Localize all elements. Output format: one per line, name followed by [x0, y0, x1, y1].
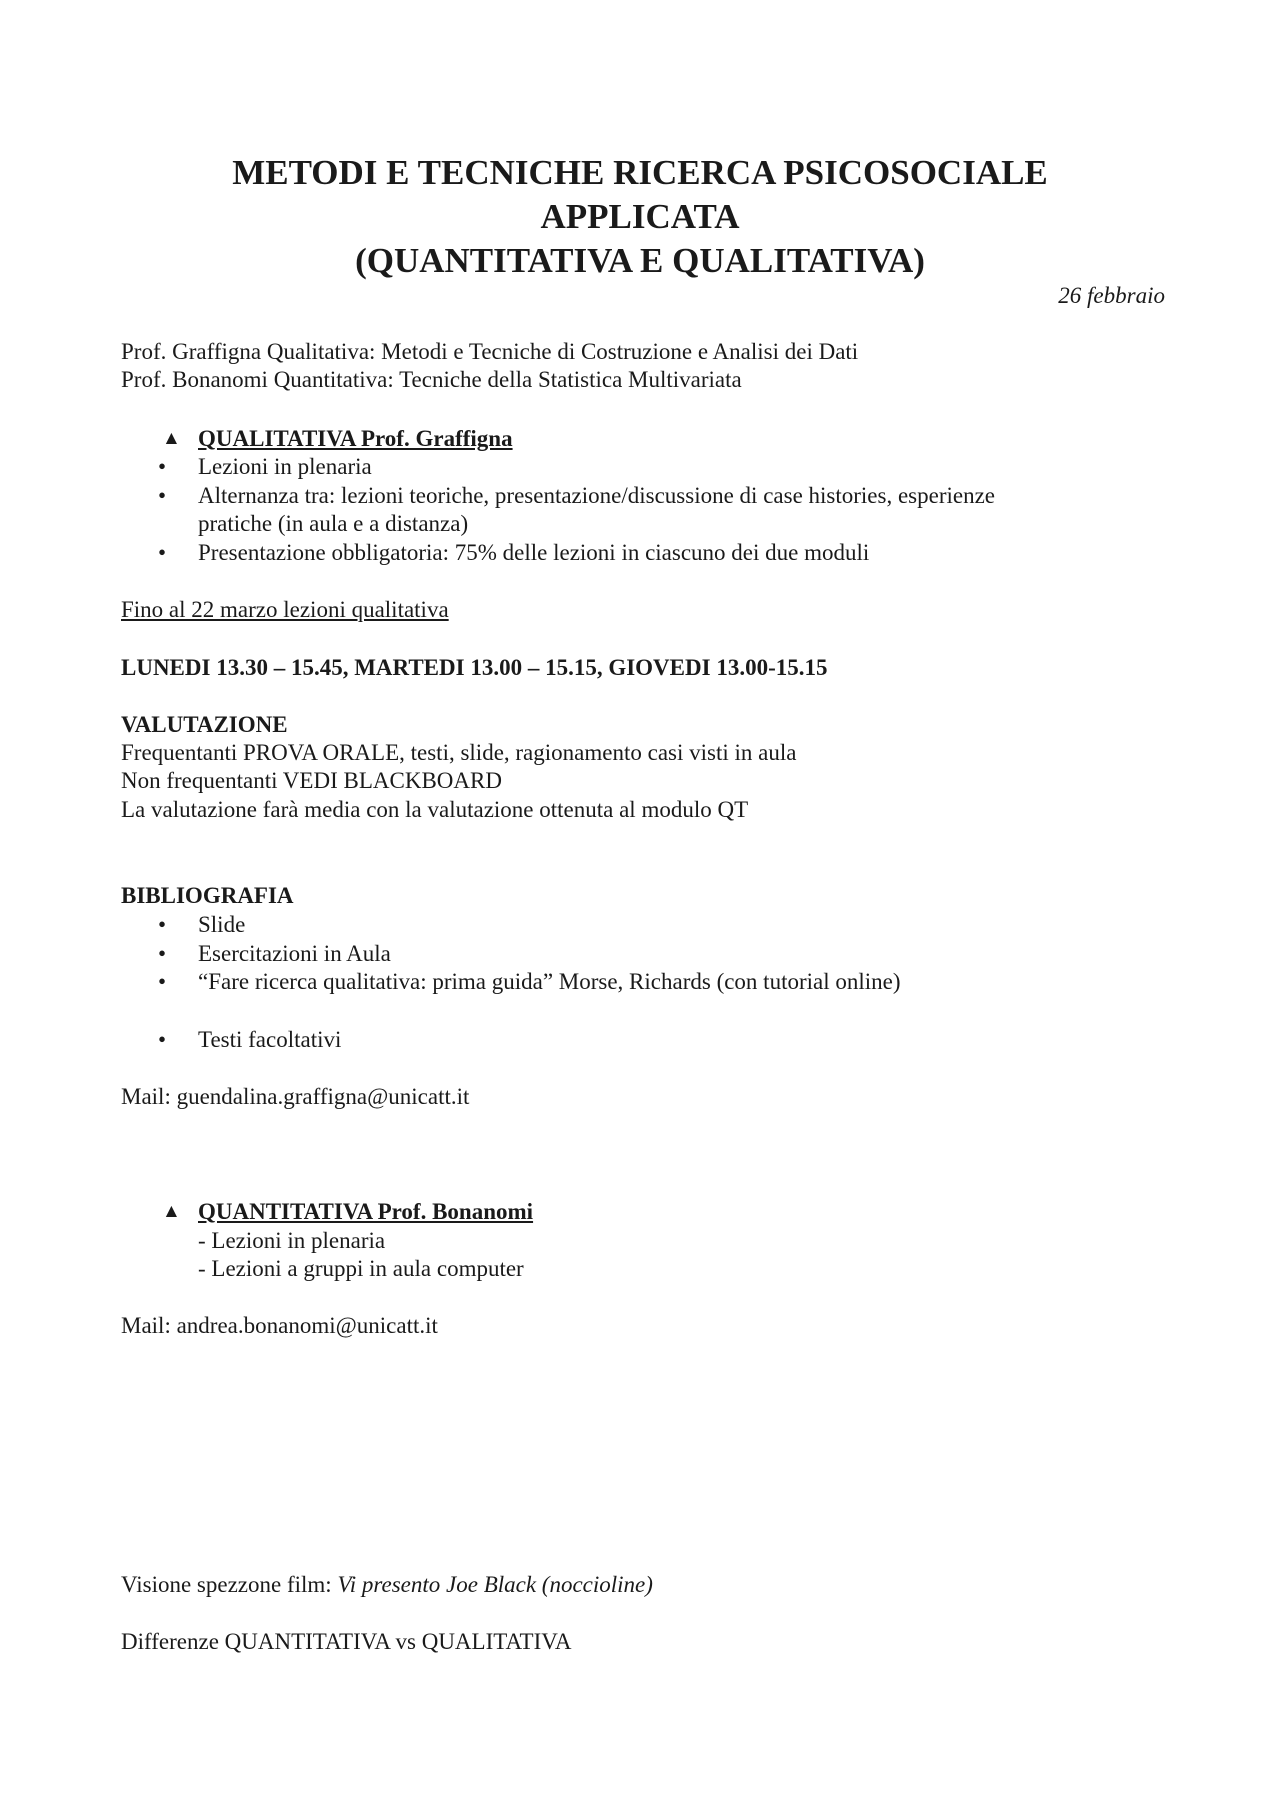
film-prefix: Visione spezzone film: — [121, 1572, 338, 1597]
triangle-bullet-icon: ▲ — [162, 1201, 181, 1222]
bibliografia-item-3: “Fare ricerca qualitativa: prima guida” Morse, Richards (con tutorial online) — [198, 969, 901, 994]
valutazione-heading: VALUTAZIONE — [121, 712, 288, 737]
bibliografia-item-4: Testi facoltativi — [198, 1027, 342, 1052]
differenze-line: Differenze QUANTITATIVA vs QUALITATIVA — [121, 1629, 572, 1654]
qualitativa-bullet-3: Presentazione obbligatoria: 75% delle lezioni in ciascuno dei due moduli — [198, 540, 870, 565]
quantitativa-item-1: - Lezioni in plenaria — [198, 1228, 386, 1253]
triangle-bullet-icon: ▲ — [162, 428, 181, 449]
quantitativa-mail[interactable]: Mail: andrea.bonanomi@unicatt.it — [121, 1313, 438, 1338]
document-date: 26 febbraio — [1058, 283, 1165, 308]
bullet-icon: • — [158, 969, 167, 994]
valutazione-line-1: Frequentanti PROVA ORALE, testi, slide, ragionamento casi visti in aula — [121, 740, 797, 765]
bullet-icon: • — [158, 941, 167, 966]
qualitativa-bullet-1: Lezioni in plenaria — [198, 454, 372, 479]
bullet-icon: • — [158, 454, 167, 479]
title-line-2: APPLICATA — [540, 197, 740, 236]
film-title: Vi presento Joe Black (noccioline) — [337, 1572, 653, 1597]
qualitativa-bullet-2-cont: pratiche (in aula e a distanza) — [198, 511, 469, 536]
valutazione-line-2: Non frequentanti VEDI BLACKBOARD — [121, 768, 502, 793]
bullet-icon: • — [158, 912, 167, 937]
bullet-icon: • — [158, 483, 167, 508]
professor-line-1: Prof. Graffigna Qualitativa: Metodi e Tecniche di Costruzione e Analisi dei Dati — [121, 339, 859, 364]
qualitativa-heading: QUALITATIVA Prof. Graffigna — [198, 426, 513, 451]
qualitativa-mail[interactable]: Mail: guendalina.graffigna@unicatt.it — [121, 1084, 470, 1109]
title-line-1: METODI E TECNICHE RICERCA PSICOSOCIALE — [232, 153, 1048, 192]
bibliografia-item-2: Esercitazioni in Aula — [198, 941, 391, 966]
qualitativa-bullet-2: Alternanza tra: lezioni teoriche, presentazione/discussione di case histories, esperienze — [198, 483, 996, 508]
valutazione-line-3: La valutazione farà media con la valutazione ottenuta al modulo QT — [121, 797, 749, 822]
qualitativa-schedule: LUNEDI 13.30 – 15.45, MARTEDI 13.00 – 15.15, GIOVEDI 13.00-15.15 — [121, 655, 828, 680]
qualitativa-until: Fino al 22 marzo lezioni qualitativa — [121, 597, 449, 622]
quantitativa-heading: QUANTITATIVA Prof. Bonanomi — [198, 1199, 534, 1224]
bibliografia-item-1: Slide — [198, 912, 246, 937]
professor-line-2: Prof. Bonanomi Quantitativa: Tecniche della Statistica Multivariata — [121, 367, 742, 392]
bibliografia-heading: BIBLIOGRAFIA — [121, 883, 294, 908]
bullet-icon: • — [158, 540, 167, 565]
quantitativa-item-2: - Lezioni a gruppi in aula computer — [198, 1256, 524, 1281]
title-line-3: (QUANTITATIVA E QUALITATIVA) — [355, 241, 925, 280]
film-line — [121, 1571, 653, 1599]
bullet-icon: • — [158, 1027, 167, 1052]
